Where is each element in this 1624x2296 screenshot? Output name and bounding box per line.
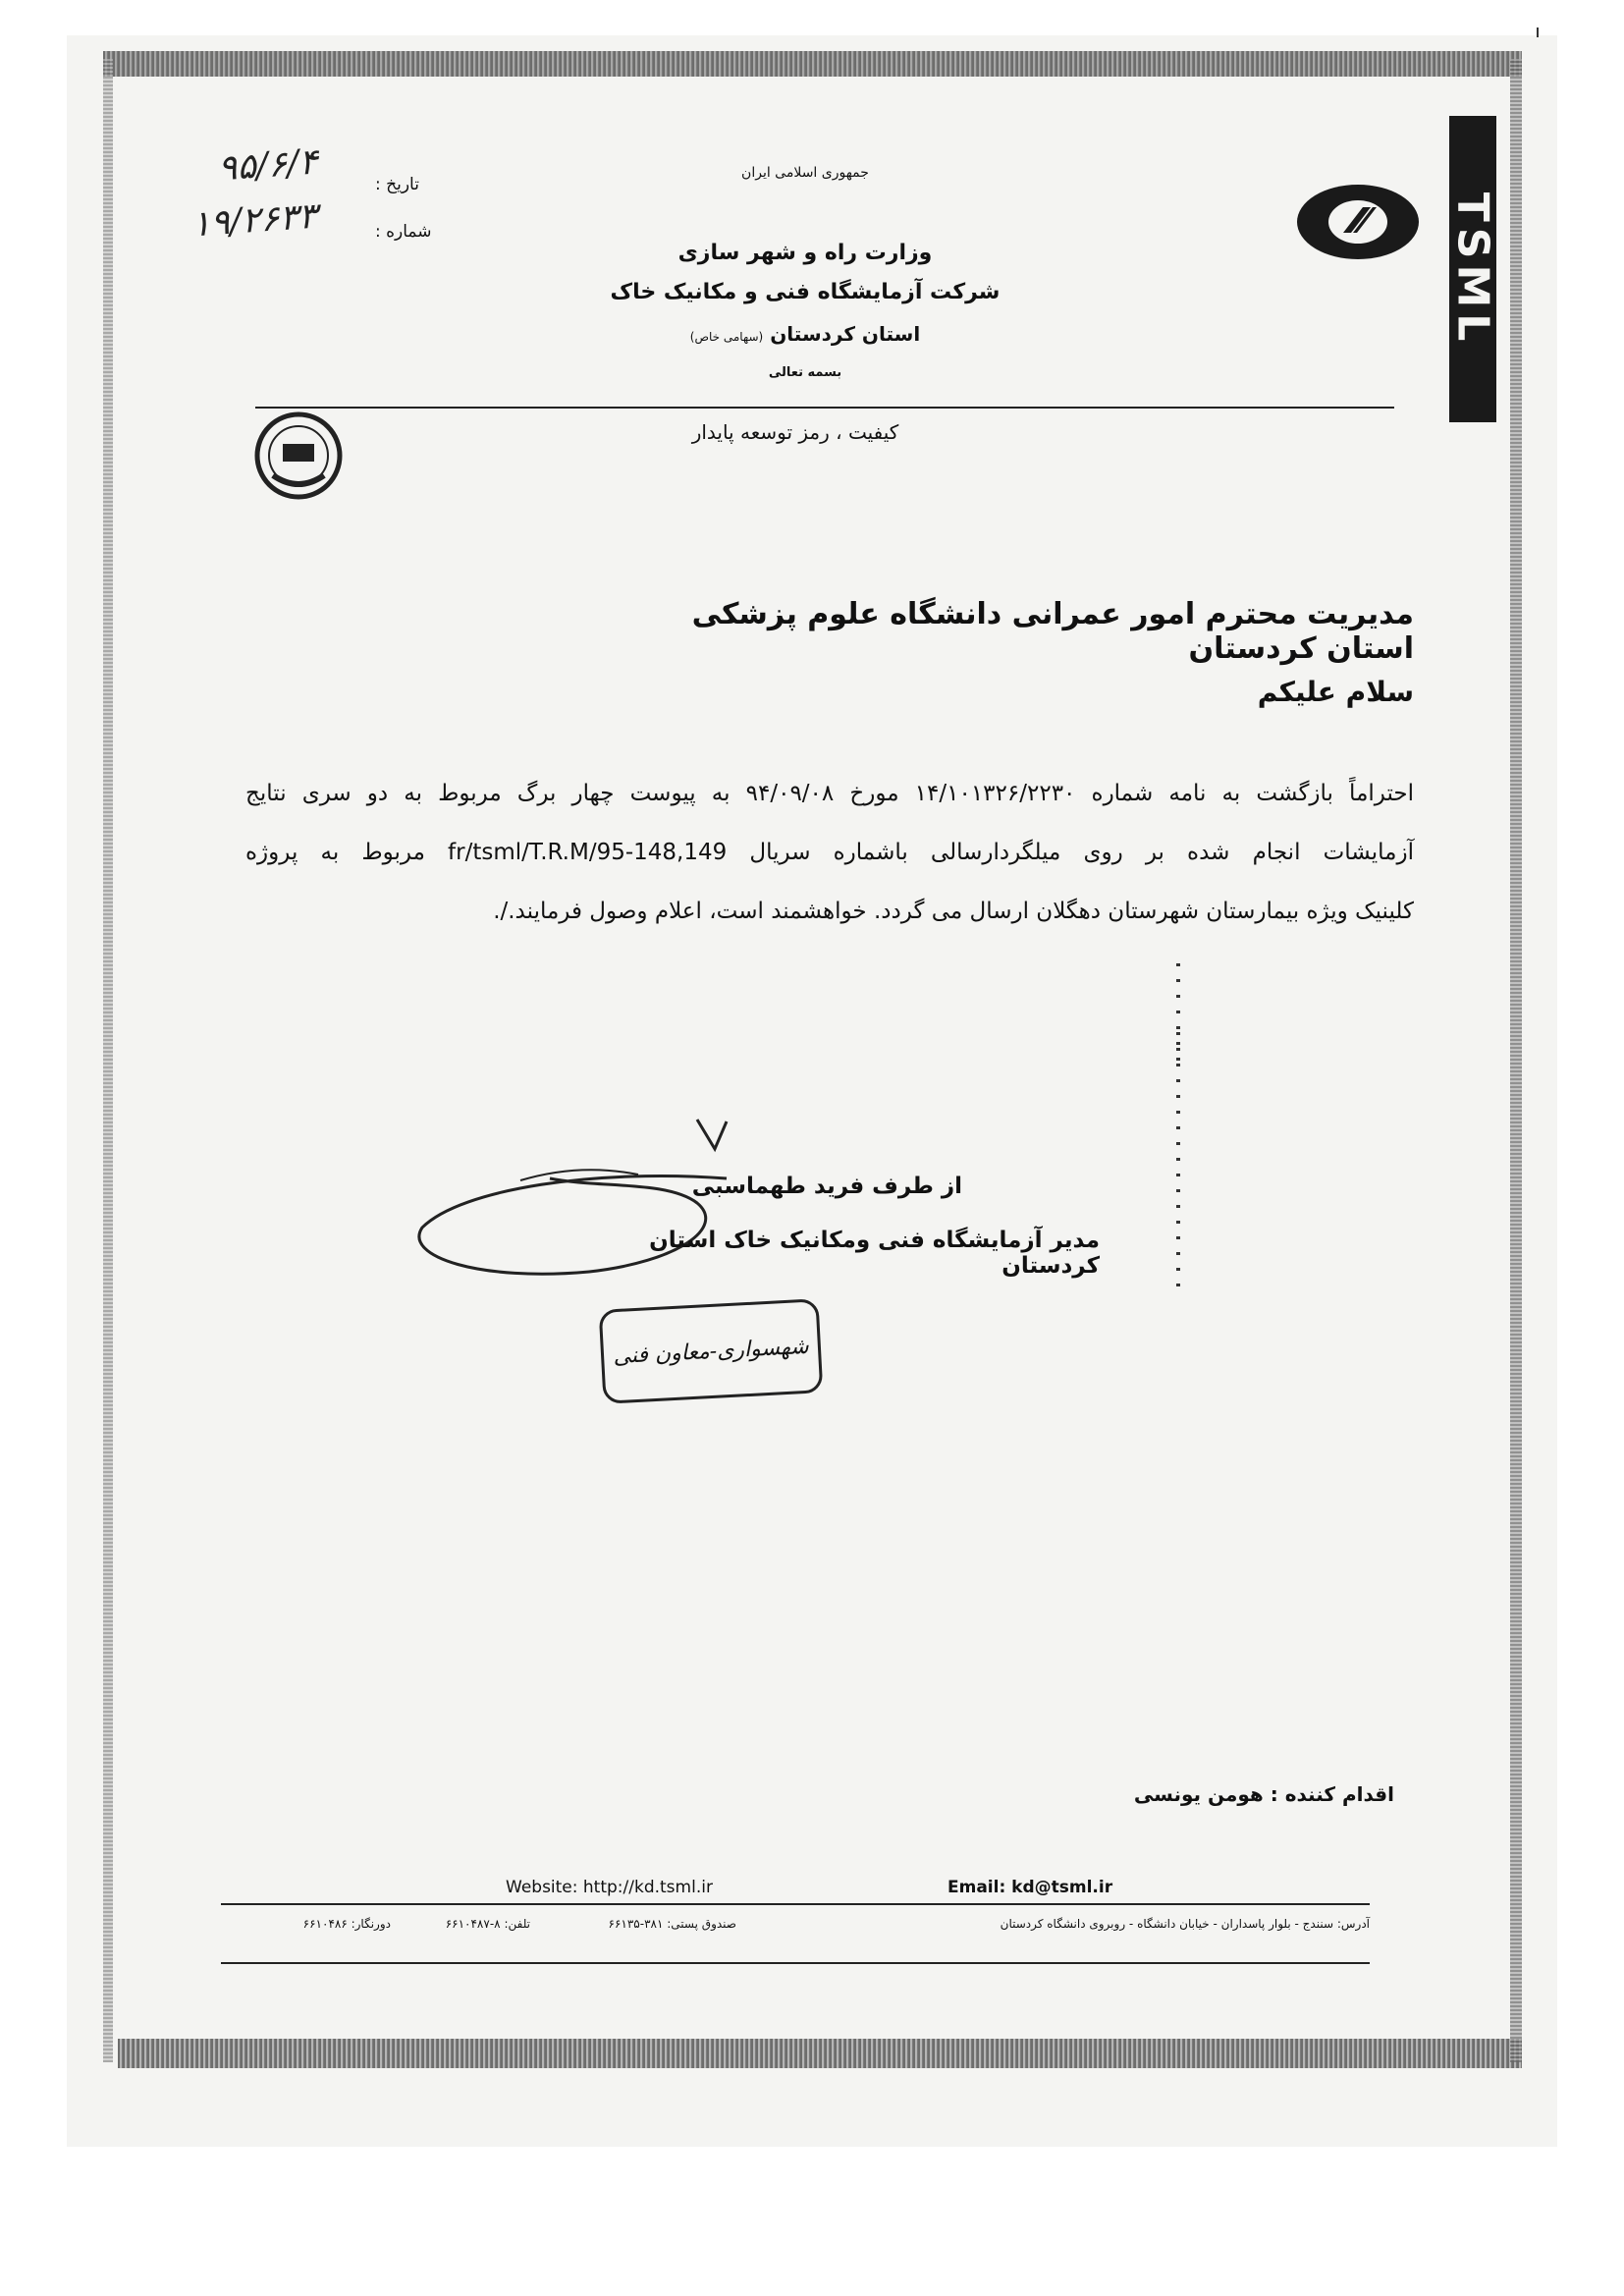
footer-website: Website: http://kd.tsml.ir bbox=[506, 1878, 713, 1897]
footer-fax: دورنگار: ۶۶۱۰۴۸۶ bbox=[302, 1917, 391, 1931]
republic-heading: جمهوری اسلامی ایران bbox=[741, 165, 869, 181]
footer-email: Email: kd@tsml.ir bbox=[947, 1878, 1113, 1897]
tsml-logo-text: TSML bbox=[1447, 191, 1498, 347]
signatory-title: مدیر آزمایشگاه فنی ومکانیک خاک استان کردستان bbox=[649, 1228, 1100, 1279]
ministry-heading: وزارت راه و شهر سازی bbox=[677, 241, 933, 265]
footer-phone: تلفن: ۸-۶۶۱۰۴۸۷ bbox=[445, 1917, 530, 1931]
motto: کیفیت ، رمز توسعه پایدار bbox=[691, 420, 899, 444]
date-label: تاریخ : bbox=[375, 175, 419, 194]
scan-edge-right bbox=[1510, 59, 1522, 2062]
scan-edge-bottom bbox=[118, 2039, 1522, 2068]
letter-addressee: مدیریت محترم امور عمرانی دانشگاه علوم پزشکی استان کردستان bbox=[691, 597, 1414, 666]
body-line-1: احتراماً بازگشت به نامه شماره ۱۴/۱۰۱۳۲۶/۲۲۳۰ مورخ ۹۴/۰۹/۰۸ به پیوست چهار برگ مربوط به دو سری نتایج bbox=[245, 781, 1415, 806]
body-line-2: آزمایشات انجام شده بر روی میلگردارسالی باشماره سریال fr/tsml/T.R.M/95-148,149 مربوط به پروژه bbox=[245, 840, 1414, 865]
company-emblem-icon bbox=[1294, 182, 1422, 262]
punch-marks bbox=[1176, 1031, 1180, 1286]
stamp-text: شهسواری-معاون فنی bbox=[612, 1334, 810, 1369]
tsml-side-logo bbox=[1449, 116, 1496, 422]
footer-po-box: صندوق پستی: ۳۸۱-۶۶۱۳۵ bbox=[608, 1917, 736, 1931]
signatory-name: از طرف فرید طهماسبی bbox=[691, 1174, 962, 1199]
header-divider bbox=[255, 407, 1394, 409]
deputy-stamp bbox=[599, 1298, 824, 1404]
province-note: (سهامی خاص) bbox=[689, 330, 764, 344]
handwritten-date: ۹۵/۶/۴ bbox=[216, 141, 319, 190]
province-name: استان کردستان bbox=[770, 322, 921, 346]
scanned-page bbox=[67, 35, 1557, 2147]
handwritten-number: ۱۹/۲۶۳۳ bbox=[189, 195, 319, 246]
scan-edge-left bbox=[103, 59, 113, 2062]
letter-greeting: سلام علیکم bbox=[1257, 676, 1414, 708]
action-by: اقدام کننده : هومن یونسی bbox=[1133, 1782, 1394, 1806]
company-heading: شرکت آزمایشگاه فنی و مکانیک خاک bbox=[610, 280, 1001, 304]
iso-certification-icon bbox=[253, 410, 344, 501]
number-label: شماره : bbox=[375, 222, 432, 242]
province-heading bbox=[628, 322, 982, 346]
body-line-3: کلینیک ویژه بیمارستان شهرستان دهگلان ارسال می گردد. خواهشمند است، اعلام وصول فرمایند./. bbox=[493, 899, 1414, 924]
footer-divider-lower bbox=[221, 1962, 1370, 1964]
invocation: بسمه تعالی bbox=[768, 365, 842, 380]
footer-divider bbox=[221, 1903, 1370, 1905]
scan-edge-top bbox=[103, 51, 1522, 77]
footer-address: آدرس: سنندج - بلوار پاسداران - خیابان دانشگاه - روبروی دانشگاه کردستان bbox=[1000, 1917, 1370, 1931]
scan-mark bbox=[1537, 27, 1539, 37]
